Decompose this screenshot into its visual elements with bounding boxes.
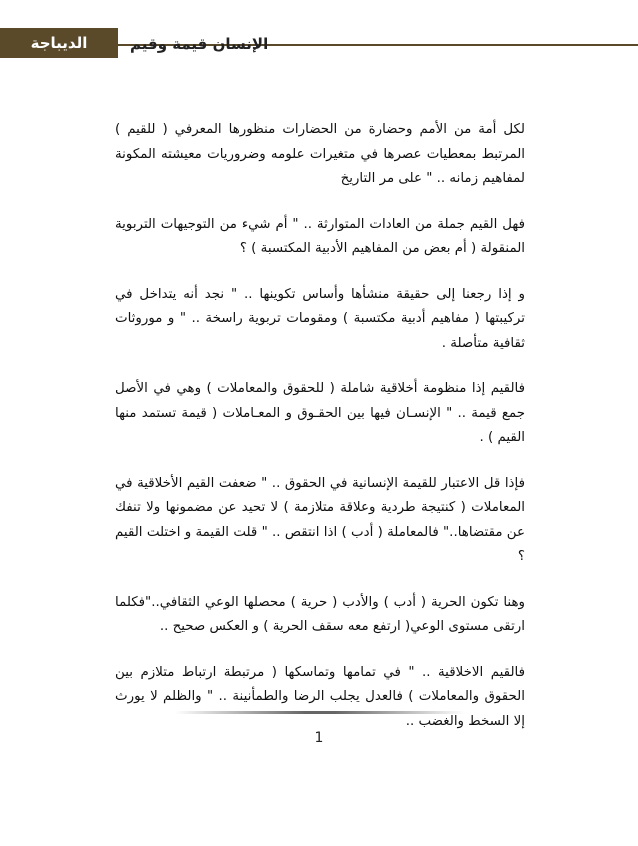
paragraph-5: فإذا قل الاعتبار للقيمة الإنسانية في الحقوق .. " ضعفت القيم الأخلاقية في المعاملات ( كنتيجة طردية وعلاقة متلازمة ) لا تحيد عن مضمونها ولا تنفك عن مقتضاها.." فالمعاملة ( أدب ) اذا انتقص .. " قلت القيمة و اختلت القيم ؟ [115,475,525,564]
section-label: الديباجة [0,28,118,58]
page-number: 1 [314,730,324,746]
paragraph-7: فالقيم الاخلاقية .. " في تمامها وتماسكها ( مرتبطة ارتباط متلازم بين الحقوق والمعاملات ) فالعدل يجلب الرضا والطمأنينة .. " والظلم لا يورث إلا السخط والغضب .. [115,664,525,729]
paragraph-3: و إذا رجعنا إلى حقيقة منشأها وأساس تكوينها .. " نجد أنه يتداخل في تركيبتها ( مفاهيم أدبية مكتسبة ) ومقومات تربوية راسخة .. " و موروثات ثقافية متأصلة . [115,286,525,351]
body-text [115,118,525,755]
paragraph-2: فهل القيم جملة من العادات المتوارثة .. " أم شيء من التوجيهات التربوية المنقولة ( أم بعض من المفاهيم الأدبية المكتسبة ) ؟ [115,216,525,256]
paragraph-1: لكل أمة من الأمم وحضارة من الحضارات منظورها المعرفي ( للقيم ) المرتبط بمعطيات عصرها في متغيرات علومه وضروريات معيشته المكونة لمفاهيم زمانه .. " على مر التاريخ [115,122,525,186]
paragraph-4: فالقيم إذا منظومة أخلاقية شاملة ( للحقوق والمعاملات ) وهي في الأصل جمع قيمة .. " الإنسـان فيها بين الحقـوق و المعـاملات ( قيمة تستمد منها القيم ) . [115,381,525,445]
paragraph-6: وهنا تكون الحرية ( أدب ) والأدب ( حرية ) محصلها الوعي الثقافي.."فكلما ارتقى مستوى الوعي( ارتفع معه سقف الحرية ) و العكس صحيح .. [115,594,525,634]
page-header [0,0,638,58]
footer-divider [175,711,465,714]
book-title: الإنسان قيمة وقيم [130,35,269,53]
